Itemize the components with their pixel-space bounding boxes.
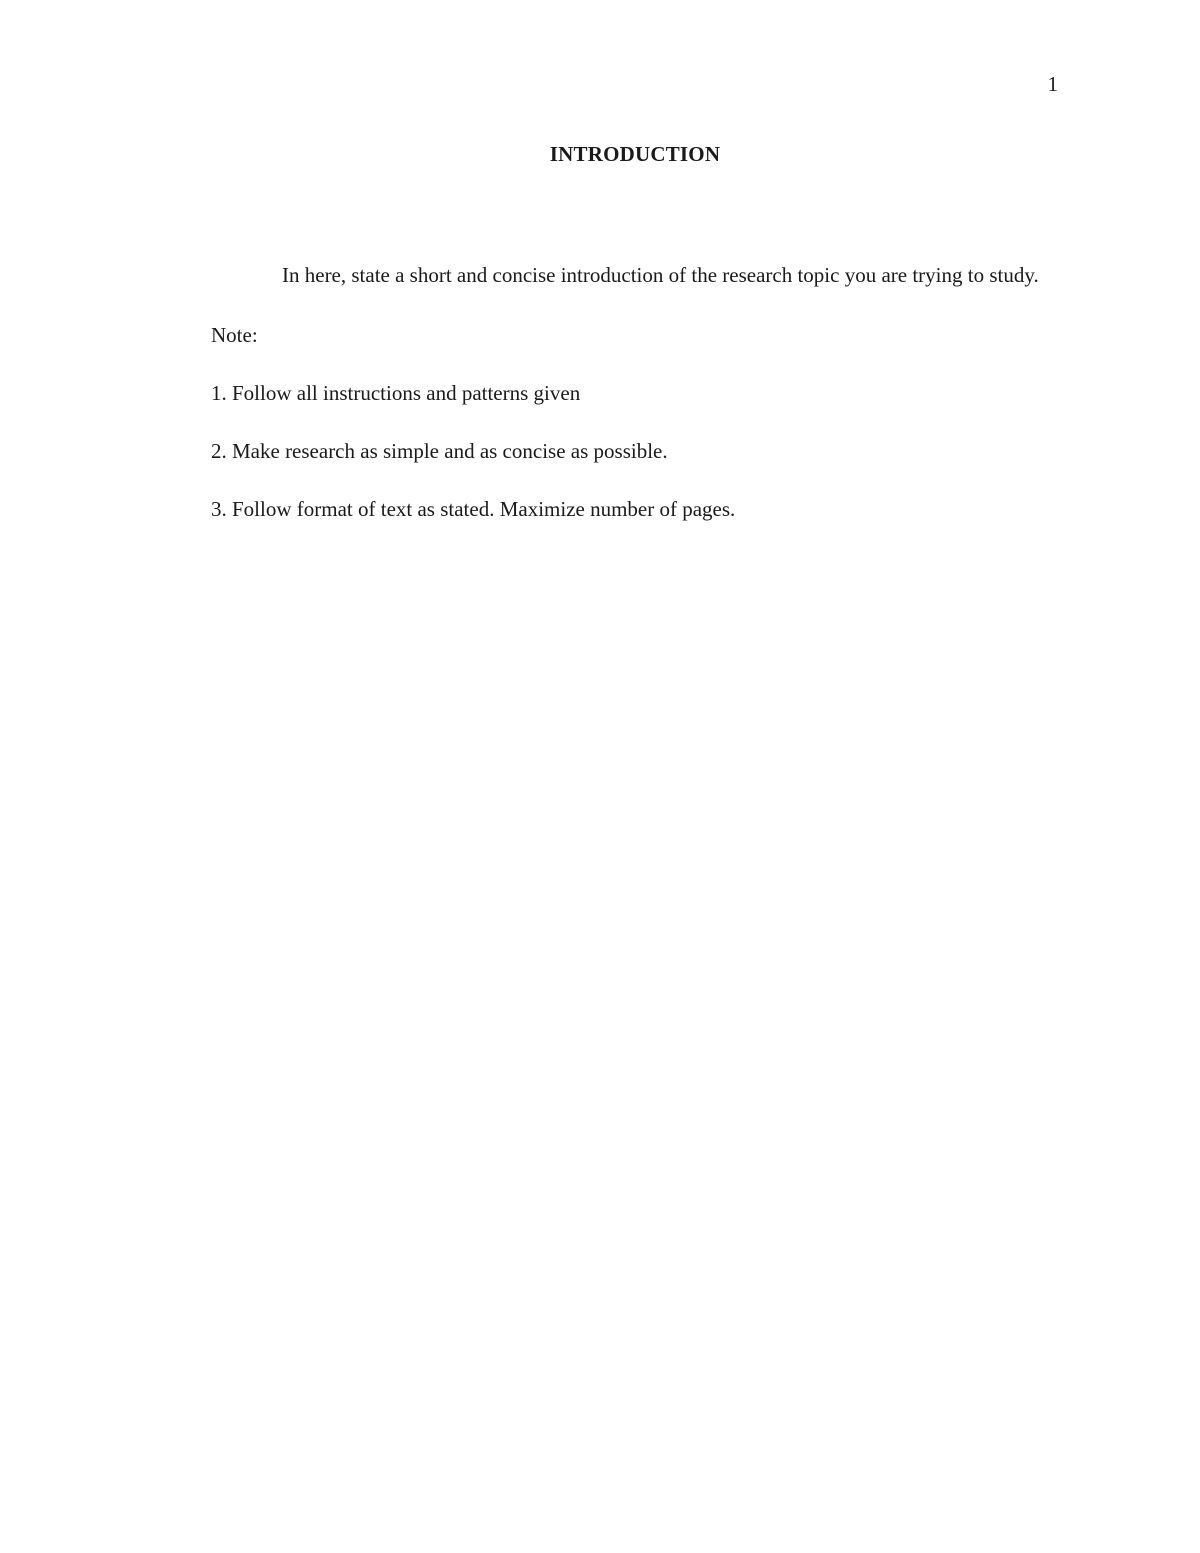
intro-paragraph: In here, state a short and concise introduction of the research topic you are trying to study. — [282, 263, 1039, 287]
body-text — [211, 248, 1061, 538]
note-item-3: 3. Follow format of text as stated. Maximize number of pages. — [211, 497, 736, 521]
page-number: 1 — [1047, 72, 1058, 96]
note-label: Note: — [211, 323, 258, 347]
section-heading: INTRODUCTION — [549, 142, 721, 166]
note-item-2: 2. Make research as simple and as concise as possible. — [211, 439, 668, 463]
note-item-1: 1. Follow all instructions and patterns given — [211, 381, 581, 405]
